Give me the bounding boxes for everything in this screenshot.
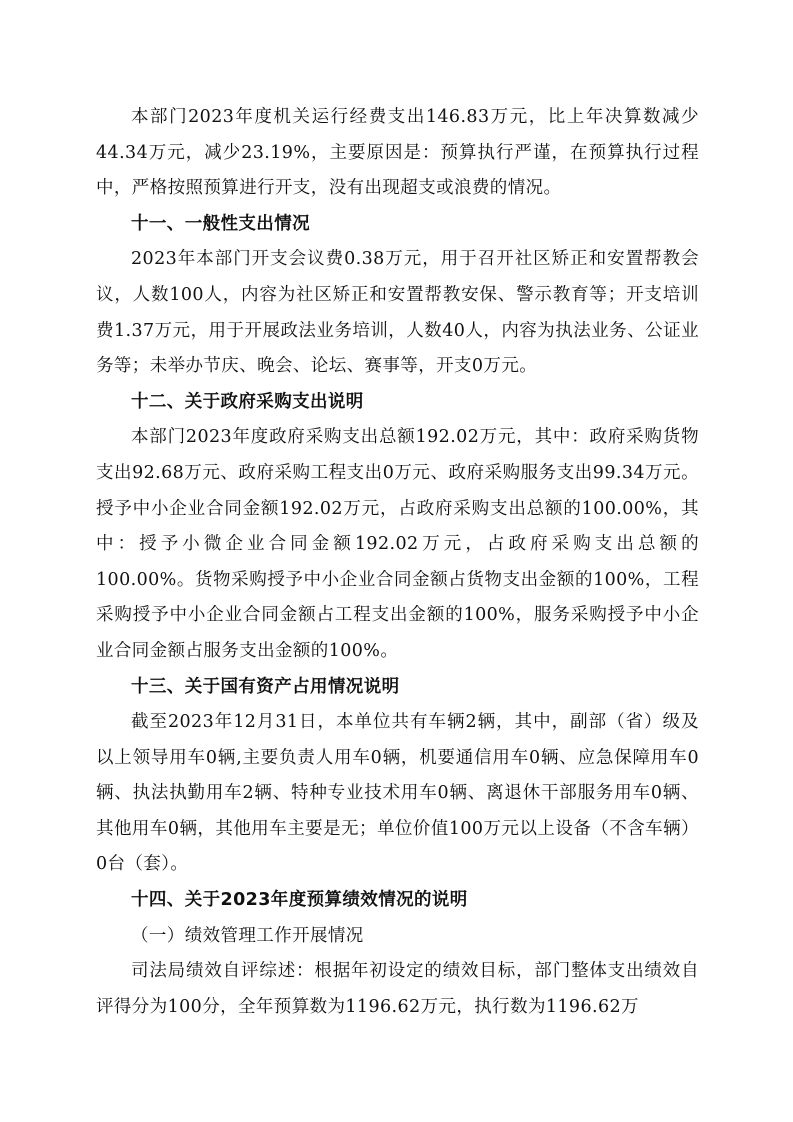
subheading-performance-management: （一）绩效管理工作开展情况 bbox=[131, 925, 364, 946]
paragraph-government-procurement: 本部门2023年度政府采购支出总额192.02万元，其中：政府采购货物支出92.68万元、政府采购工程支出0万元、政府采购服务支出99.34万元。授予中小企业合同金额192.02万元，占政府采购支出总额的100.00%，其中：授予小微企业合同金额192.02万元，占政府采购支出总额的100.00%。货物采购授予中小企业合同金额占货物支出金额的100%，工程采购授予中小企业合同金额占工程支出金额的100%，服务采购授予中小企业合同金额占服务支出金额的100%。 bbox=[96, 427, 699, 661]
paragraph-operating-expenses: 本部门2023年度机关运行经费支出146.83万元，比上年决算数减少44.34万元，减少23.19%，主要原因是：预算执行严谨，在预算执行过程中，严格按照预算进行开支，没有出现超支或浪费的情况。 bbox=[96, 107, 699, 199]
paragraph-state-assets: 截至2023年12月31日，本单位共有车辆2辆，其中，副部（省）级及以上领导用车0辆,主要负责人用车0辆，机要通信用车0辆、应急保障用车0辆、执法执勤用车2辆、特种专业技术用车0辆、离退休干部服务用车0辆、其他用车0辆，其他用车主要是无；单位价值100万元以上设备（不含车辆）0台（套）。 bbox=[96, 712, 699, 875]
heading-performance: 十四、关于2023年度预算绩效情况的说明 bbox=[131, 890, 468, 911]
heading-general-expenditure: 十一、一般性支出情况 bbox=[131, 213, 310, 234]
paragraph-performance-summary: 司法局绩效自评综述：根据年初设定的绩效目标，部门整体支出绩效自评得分为100分，全年预算数为1196.62万元，执行数为1196.62万 bbox=[96, 961, 699, 1017]
document-body bbox=[96, 100, 699, 1025]
paragraph-general-expenditure: 2023年本部门开支会议费0.38万元，用于召开社区矫正和安置帮教会议，人数100人，内容为社区矫正和安置帮教安保、警示教育等；开支培训费1.37万元，用于开展政法业务培训，人数40人，内容为执法业务、公证业务等；未举办节庆、晚会、论坛、赛事等，开支0万元。 bbox=[96, 249, 699, 377]
heading-government-procurement: 十二、关于政府采购支出说明 bbox=[131, 391, 364, 412]
heading-state-assets: 十三、关于国有资产占用情况说明 bbox=[131, 676, 400, 697]
